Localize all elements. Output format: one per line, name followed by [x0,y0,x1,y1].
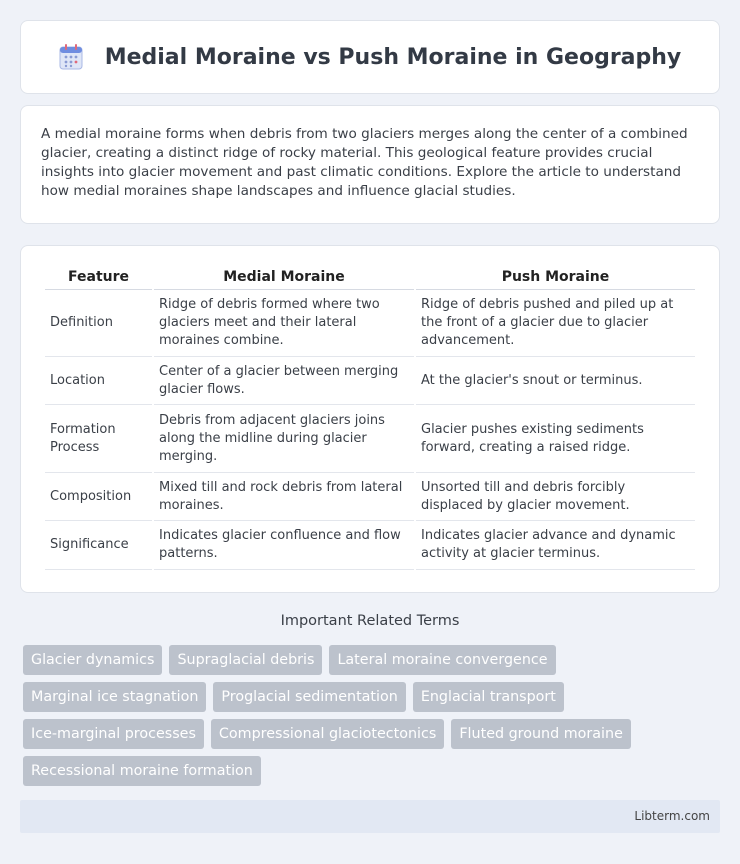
header-push-moraine: Push Moraine [416,266,695,290]
related-term-tag[interactable]: Englacial transport [413,682,564,712]
related-term-tag[interactable]: Fluted ground moraine [451,719,631,749]
comparison-table [43,266,697,570]
cell-feature: Significance [45,521,152,570]
cell-push: Ridge of debris pushed and piled up at the front of a glacier due to glacier advancement. [416,290,695,357]
related-term-tag[interactable]: Proglacial sedimentation [213,682,405,712]
related-term-tag[interactable]: Marginal ice stagnation [23,682,206,712]
header-medial-moraine: Medial Moraine [154,266,414,290]
related-term-tag[interactable]: Glacier dynamics [23,645,162,675]
table-header-row [45,266,695,290]
cell-medial: Center of a glacier between merging glacier flows. [154,357,414,405]
table-row [45,357,695,405]
table-row [45,405,695,473]
cell-push: Unsorted till and debris forcibly displaced by glacier movement. [416,473,695,521]
table-row [45,473,695,521]
tag-row [23,756,723,786]
related-terms-title: Important Related Terms [280,613,460,629]
table-row [45,290,695,357]
cell-push: At the glacier's snout or terminus. [416,357,695,405]
cell-feature: Location [45,357,152,405]
intro-text: A medial moraine forms when debris from two glaciers merges along the center of a combined glacier, creating a distinct ridge of rocky material. This geological feature provides crucial insights into glacier movement and past climatic conditions. Explore the article to understand how medial moraines shape landscapes and influence glacial studies. [41,126,688,199]
related-term-tag[interactable]: Lateral moraine convergence [329,645,555,675]
tag-row [23,645,723,675]
related-term-tag[interactable]: Compressional glaciotectonics [211,719,444,749]
cell-push: Indicates glacier advance and dynamic activity at glacier terminus. [416,521,695,570]
footer [20,800,720,833]
cell-medial: Mixed till and rock debris from lateral moraines. [154,473,414,521]
cell-feature: Composition [45,473,152,521]
cell-feature: Formation Process [45,405,152,473]
header-card [20,20,720,94]
footer-site-link[interactable]: Libterm.com [634,809,710,823]
related-term-tag[interactable]: Supraglacial debris [169,645,322,675]
table-row [45,521,695,570]
intro-card [20,105,720,224]
cell-medial: Debris from adjacent glaciers joins along the midline during glacier merging. [154,405,414,473]
header-feature: Feature [45,266,152,290]
related-term-tag[interactable]: Ice-marginal processes [23,719,204,749]
cell-medial: Indicates glacier confluence and flow patterns. [154,521,414,570]
tag-row [23,682,723,712]
page-title: Medial Moraine vs Push Moraine in Geography [104,44,682,70]
cell-medial: Ridge of debris formed where two glaciers meet and their lateral moraines combine. [154,290,414,357]
cell-push: Glacier pushes existing sediments forward, creating a raised ridge. [416,405,695,473]
related-term-tag[interactable]: Recessional moraine formation [23,756,261,786]
tag-row [23,719,723,749]
table-icon [59,44,83,70]
related-terms-tags [23,645,723,793]
cell-feature: Definition [45,290,152,357]
comparison-table-card [20,245,720,593]
